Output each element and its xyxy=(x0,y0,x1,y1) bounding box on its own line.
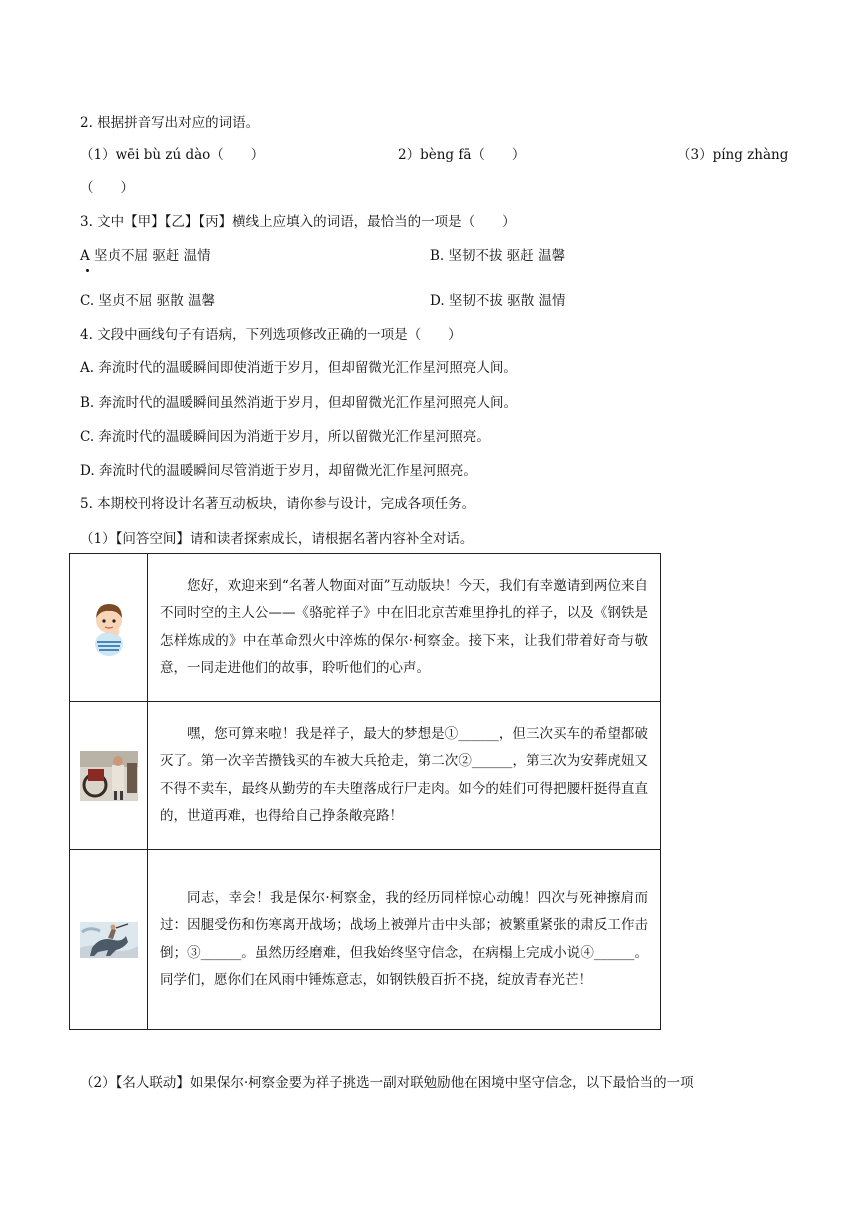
q2-item-3-blank: （ ） xyxy=(80,180,134,196)
question-2-title: 2. 根据拼音写出对应的词语。 xyxy=(80,115,260,131)
question-3-title: 3. 文中【甲】【乙】【丙】横线上应填入的词语，最恰当的一项是（ ） xyxy=(80,214,516,230)
q5-sub-2: （2）【名人联动】如果保尔·柯察金要为祥子挑选一副对联勉励他在困境中坚守信念，以下最恰当的一项 xyxy=(80,1075,694,1091)
avatar-cell xyxy=(70,702,148,850)
dialog-text-xiangzi: 嘿，您可算来啦！我是祥子，最大的梦想是①______，但三次买车的希望都破灭了。第一次辛苦攒钱买的车被大兵抢走，第二次②______，第三次为安葬虎妞又不得不卖车，最终从勤劳的车夫堕落成行尸走肉。如今的娃们可得把腰杆挺得直直的，世道再难，也得给自己挣条敞亮路！ xyxy=(148,702,661,850)
dialog-row-host xyxy=(70,554,661,702)
q2-item-1: （1）wēi bù zú dào（ ） xyxy=(80,147,265,163)
question-4-title: 4. 文段中画线句子有语病，下列选项修改正确的一项是（ ） xyxy=(80,327,462,343)
q3-option-b: B. 坚韧不拔 驱赶 温馨 xyxy=(430,248,566,264)
avatar-cell xyxy=(70,850,148,1030)
dialog-table xyxy=(69,553,661,1030)
q4-option-c: C. 奔流时代的温暖瞬间因为消逝于岁月，所以留微光汇作星河照亮。 xyxy=(80,429,490,445)
q3-option-d: D. 坚韧不拔 驱散 温情 xyxy=(430,293,566,309)
q3-option-a: A 坚贞不屈 驱赶 温情 xyxy=(80,248,211,264)
q5-sub-1: （1）【问答空间】请和读者探索成长，请根据名著内容补全对话。 xyxy=(80,531,474,547)
dialog-row-xiangzi xyxy=(70,702,661,850)
dialog-text-paul: 同志，幸会！我是保尔·柯察金，我的经历同样惊心动魄！四次与死神擦肩而过：因腿受伤和伤寒离开战场；战场上被弹片击中头部；被繁重紧张的肃反工作击倒；③______。虽然历经磨难，但我始终坚守信念，在病榻上完成小说④______。同学们，愿你们在风雨中锤炼意志，如钢铁般百折不挠，绽放青春光芒！ xyxy=(148,850,661,1030)
dialog-row-paul xyxy=(70,850,661,1030)
q4-option-d: D. 奔流时代的温暖瞬间尽管消逝于岁月，却留微光汇作星河照亮。 xyxy=(80,463,477,479)
emphasis-dot xyxy=(86,269,89,272)
boy-avatar-icon xyxy=(89,598,129,658)
q2-item-2: 2）bèng fā（ ） xyxy=(398,147,526,163)
cavalry-soldier-picture xyxy=(80,922,138,958)
rickshaw-puller-picture xyxy=(80,751,138,801)
dialog-text-host: 您好，欢迎来到“名著人物面对面”互动版块！今天，我们有幸邀请到两位来自不同时空的主人公——《骆驼祥子》中在旧北京苦难里挣扎的祥子，以及《钢铁是怎样炼成的》中在革命烈火中淬炼的保尔·柯察金。接下来，让我们带着好奇与敬意，一同走进他们的故事，聆听他们的心声。 xyxy=(148,554,661,702)
q4-option-a: A. 奔流时代的温暖瞬间即使消逝于岁月，但却留微光汇作星河照亮人间。 xyxy=(80,360,517,376)
question-5-title: 5. 本期校刊将设计名著互动板块，请你参与设计，完成各项任务。 xyxy=(80,496,476,512)
q4-option-b: B. 奔流时代的温暖瞬间虽然消逝于岁月，但却留微光汇作星河照亮人间。 xyxy=(80,395,518,411)
q2-item-3: （3）píng zhàng xyxy=(677,147,789,163)
q3-option-c: C. 坚贞不屈 驱散 温馨 xyxy=(80,293,216,309)
avatar-cell xyxy=(70,554,148,702)
